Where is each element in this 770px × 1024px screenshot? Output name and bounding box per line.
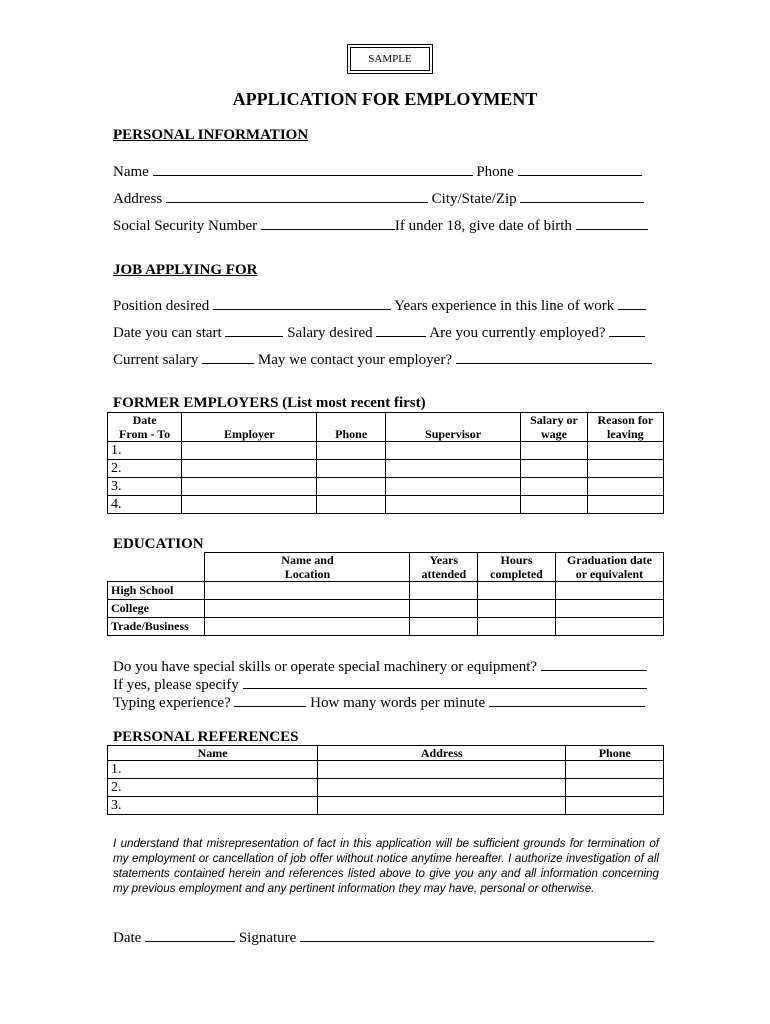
col-years-attended: Years attended: [410, 553, 478, 582]
ssn-row: [113, 217, 648, 235]
address-row: [113, 190, 644, 208]
former-employers-table: [107, 412, 664, 514]
signature-row: [113, 929, 654, 947]
phone-cell[interactable]: [317, 460, 385, 478]
wpm-field[interactable]: [489, 694, 645, 707]
table-row[interactable]: [108, 797, 664, 815]
row-number: 4.: [108, 496, 182, 514]
supervisor-cell[interactable]: [385, 478, 520, 496]
date-field[interactable]: [145, 929, 235, 942]
signature-field[interactable]: [300, 929, 654, 942]
job-applying-heading: JOB APPLYING FOR: [113, 262, 258, 278]
special-skills-row: [113, 658, 647, 676]
position-label: Position desired: [113, 298, 210, 314]
typing-label: Typing experience?: [113, 695, 231, 711]
employer-cell[interactable]: [182, 460, 317, 478]
phone-label: Phone: [476, 164, 514, 180]
address-cell[interactable]: [318, 761, 566, 779]
city-state-zip-field[interactable]: [520, 190, 644, 203]
table-row[interactable]: [108, 600, 664, 618]
phone-cell[interactable]: [317, 478, 385, 496]
row-number: 2.: [108, 779, 318, 797]
ssn-label: Social Security Number: [113, 218, 258, 234]
may-contact-label: May we contact your employer?: [257, 352, 452, 368]
table-header-row: [108, 553, 664, 582]
col-phone: Phone: [317, 413, 385, 442]
table-row[interactable]: [108, 582, 664, 600]
row-label: College: [108, 600, 205, 618]
col-name: Name: [108, 746, 318, 761]
years-cell[interactable]: [410, 618, 478, 636]
phone-cell[interactable]: [566, 779, 664, 797]
special-skills-label: Do you have special skills or operate special machinery or equipment?: [113, 659, 538, 675]
references-table: [107, 745, 664, 815]
birthdate-field[interactable]: [576, 217, 648, 230]
employer-cell[interactable]: [182, 496, 317, 514]
page-title: APPLICATION FOR EMPLOYMENT: [232, 89, 538, 109]
table-row[interactable]: [108, 761, 664, 779]
ssn-field[interactable]: [261, 217, 395, 230]
table-row[interactable]: [108, 442, 664, 460]
supervisor-cell[interactable]: [385, 442, 520, 460]
phone-cell[interactable]: [566, 797, 664, 815]
salary-cell[interactable]: [521, 442, 587, 460]
city-state-zip-label: City/State/Zip: [431, 191, 517, 207]
position-field[interactable]: [213, 297, 391, 310]
name-location-cell[interactable]: [205, 618, 410, 636]
reason-cell[interactable]: [587, 478, 663, 496]
table-row[interactable]: [108, 496, 664, 514]
current-salary-field[interactable]: [202, 351, 254, 364]
supervisor-cell[interactable]: [385, 496, 520, 514]
current-salary-row: [113, 351, 652, 369]
employer-cell[interactable]: [182, 442, 317, 460]
phone-field[interactable]: [518, 163, 642, 176]
under18-label: If under 18, give date of birth: [394, 218, 572, 234]
address-cell[interactable]: [318, 797, 566, 815]
start-date-field[interactable]: [225, 324, 283, 337]
typing-field[interactable]: [234, 694, 306, 707]
name-row: [113, 163, 642, 181]
row-number: 1.: [108, 442, 182, 460]
name-location-cell[interactable]: [205, 600, 410, 618]
signature-label: Signature: [238, 930, 297, 946]
col-salary: Salary or wage: [521, 413, 587, 442]
table-row[interactable]: [108, 779, 664, 797]
table-row[interactable]: [108, 460, 664, 478]
col-employer: Employer: [182, 413, 317, 442]
may-contact-field[interactable]: [456, 351, 652, 364]
specify-row: [113, 676, 647, 694]
education-table: [107, 552, 664, 636]
start-row: [113, 324, 645, 342]
address-label: Address: [113, 191, 163, 207]
education-heading: EDUCATION: [113, 536, 204, 552]
col-graduation: Graduation date or equivalent: [555, 553, 663, 582]
years-exp-field[interactable]: [618, 297, 646, 310]
address-cell[interactable]: [318, 779, 566, 797]
start-date-label: Date you can start: [113, 325, 222, 341]
current-salary-label: Current salary: [113, 352, 199, 368]
salary-cell[interactable]: [521, 460, 587, 478]
former-employers-heading: FORMER EMPLOYERS (List most recent first): [113, 395, 426, 411]
phone-cell[interactable]: [566, 761, 664, 779]
special-skills-field[interactable]: [541, 658, 647, 671]
table-header-row: [108, 413, 664, 442]
salary-cell[interactable]: [521, 496, 587, 514]
graduation-cell[interactable]: [555, 618, 663, 636]
hours-cell[interactable]: [478, 582, 556, 600]
reason-cell[interactable]: [587, 460, 663, 478]
row-number: 3.: [108, 797, 318, 815]
salary-desired-field[interactable]: [376, 324, 426, 337]
hours-cell[interactable]: [478, 618, 556, 636]
col-phone: Phone: [566, 746, 664, 761]
supervisor-cell[interactable]: [385, 460, 520, 478]
col-supervisor: Supervisor: [385, 413, 520, 442]
reason-cell[interactable]: [587, 442, 663, 460]
name-location-cell[interactable]: [205, 582, 410, 600]
wpm-label: How many words per minute: [310, 695, 486, 711]
sample-stamp: SAMPLE: [350, 47, 430, 71]
years-cell[interactable]: [410, 600, 478, 618]
col-hours-completed: Hours completed: [478, 553, 556, 582]
address-field[interactable]: [166, 190, 428, 203]
specify-field[interactable]: [243, 676, 647, 689]
phone-cell[interactable]: [317, 496, 385, 514]
references-heading: PERSONAL REFERENCES: [113, 729, 299, 745]
name-label: Name: [113, 164, 149, 180]
years-exp-label: Years experience in this line of work: [394, 298, 615, 314]
table-row[interactable]: [108, 478, 664, 496]
row-label: High School: [108, 582, 205, 600]
phone-cell[interactable]: [317, 442, 385, 460]
row-number: 3.: [108, 478, 182, 496]
col-address: Address: [318, 746, 566, 761]
specify-label: If yes, please specify: [113, 677, 239, 693]
personal-info-heading: PERSONAL INFORMATION: [113, 127, 309, 143]
col-name-location: Name and Location: [205, 553, 410, 582]
typing-row: [113, 694, 645, 712]
row-label: Trade/Business: [108, 618, 205, 636]
table-header-row: [108, 746, 664, 761]
years-cell[interactable]: [410, 582, 478, 600]
table-row[interactable]: [108, 618, 664, 636]
reason-cell[interactable]: [587, 496, 663, 514]
col-reason: Reason for leaving: [587, 413, 663, 442]
date-label: Date: [113, 930, 142, 946]
col-date: Date From - To: [108, 413, 182, 442]
row-number: 2.: [108, 460, 182, 478]
name-field[interactable]: [153, 163, 473, 176]
graduation-cell[interactable]: [555, 600, 663, 618]
disclaimer-text: I understand that misrepresentation of fact in this application will be sufficient grounds for termination of my employment or cancellation of job offer without notice anytime hereafter. I authorize investigation of all statements contained herein and references listed above to give you any and all information concerning my previous employment and any pertinent information they may have, personal or otherwise.: [113, 837, 659, 895]
graduation-cell[interactable]: [555, 582, 663, 600]
col-blank: [108, 553, 205, 582]
currently-employed-label: Are you currently employed?: [429, 325, 606, 341]
salary-cell[interactable]: [521, 478, 587, 496]
employer-cell[interactable]: [182, 478, 317, 496]
position-row: [113, 297, 646, 315]
currently-employed-field[interactable]: [609, 324, 645, 337]
salary-desired-label: Salary desired: [287, 325, 373, 341]
hours-cell[interactable]: [478, 600, 556, 618]
row-number: 1.: [108, 761, 318, 779]
